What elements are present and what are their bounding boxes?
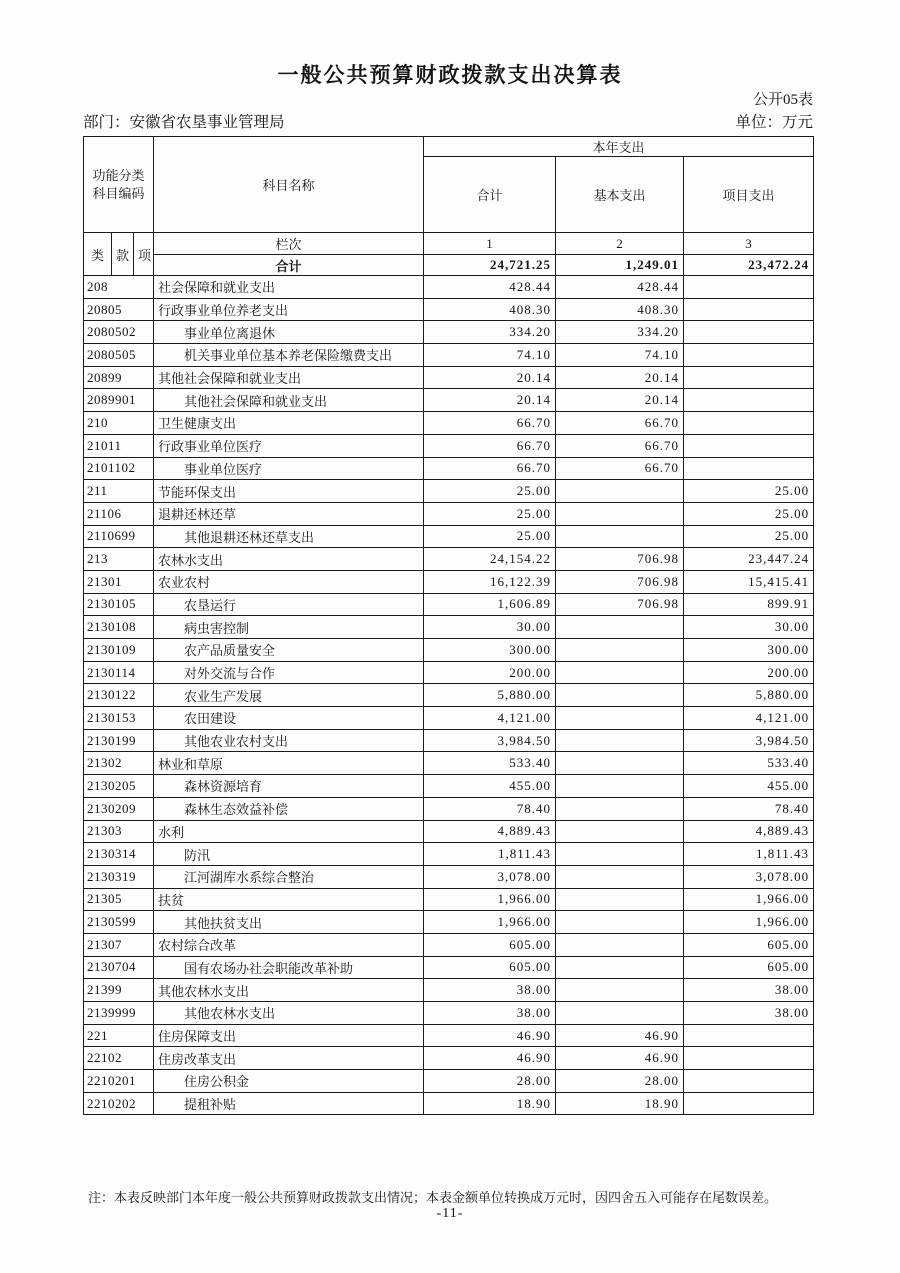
table-code-label: 公开05表 — [752, 92, 813, 108]
row-total-value: 74.10 — [424, 344, 556, 367]
row-project-value — [684, 1024, 814, 1047]
row-basic-value — [556, 1002, 684, 1025]
row-total-value: 66.70 — [424, 457, 556, 480]
row-code: 2130314 — [84, 843, 154, 866]
row-basic-value — [556, 979, 684, 1002]
row-total-value: 1,606.89 — [424, 593, 556, 616]
row-code: 211 — [84, 480, 154, 503]
row-subject-name: 提租补贴 — [154, 1092, 424, 1115]
row-project-value: 23,447.24 — [684, 548, 814, 571]
page-number: -11- — [436, 1206, 464, 1221]
row-code: 2130114 — [84, 661, 154, 684]
row-basic-value: 20.14 — [556, 389, 684, 412]
row-code: 2130205 — [84, 775, 154, 798]
table-row — [84, 956, 814, 979]
row-project-value: 3,984.50 — [684, 729, 814, 752]
row-basic-value — [556, 616, 684, 639]
row-project-value — [684, 321, 814, 344]
row-subject-name: 对外交流与合作 — [154, 661, 424, 684]
row-basic-value: 28.00 — [556, 1070, 684, 1093]
row-code: 2210201 — [84, 1070, 154, 1093]
row-total-value: 605.00 — [424, 933, 556, 956]
row-subject-name: 行政事业单位医疗 — [154, 434, 424, 457]
row-basic-value: 408.30 — [556, 298, 684, 321]
table-row — [84, 616, 814, 639]
department-label: 部门：安徽省农垦事业管理局 — [83, 114, 285, 131]
row-code: 21106 — [84, 502, 154, 525]
row-subject-name: 农林水支出 — [154, 548, 424, 571]
row-basic-value — [556, 820, 684, 843]
table-row — [84, 480, 814, 503]
row-total-value: 28.00 — [424, 1070, 556, 1093]
table-row — [84, 389, 814, 412]
header-col-number-2: 2 — [556, 233, 684, 255]
row-code: 21011 — [84, 434, 154, 457]
row-subject-name: 农业农村 — [154, 570, 424, 593]
row-basic-value: 66.70 — [556, 457, 684, 480]
header-col-number-3: 3 — [684, 233, 814, 255]
row-subject-name: 行政事业单位养老支出 — [154, 298, 424, 321]
row-basic-value — [556, 956, 684, 979]
row-code: 2130209 — [84, 797, 154, 820]
row-subject-name: 农村综合改革 — [154, 933, 424, 956]
row-total-value: 334.20 — [424, 321, 556, 344]
row-basic-value — [556, 775, 684, 798]
row-subject-name: 其他社会保障和就业支出 — [154, 389, 424, 412]
row-code: 2210202 — [84, 1092, 154, 1115]
row-project-value: 1,966.00 — [684, 888, 814, 911]
header-code-group-line1: 功能分类 — [92, 167, 145, 183]
row-basic-value: 20.14 — [556, 366, 684, 389]
table-row — [84, 321, 814, 344]
row-subject-name: 其他退耕还林还草支出 — [154, 525, 424, 548]
row-total-value: 38.00 — [424, 1002, 556, 1025]
row-project-value: 899.91 — [684, 593, 814, 616]
row-code: 20899 — [84, 366, 154, 389]
header-lanci-label: 栏次 — [154, 233, 424, 255]
row-code: 2080505 — [84, 344, 154, 367]
page-title: 一般公共预算财政拨款支出决算表 — [277, 63, 623, 87]
header-year-expense: 本年支出 — [424, 137, 814, 157]
row-total-value: 1,811.43 — [424, 843, 556, 866]
row-project-value: 5,880.00 — [684, 684, 814, 707]
table-row — [84, 366, 814, 389]
row-subject-name: 农垦运行 — [154, 593, 424, 616]
table-row — [84, 661, 814, 684]
table-row — [84, 707, 814, 730]
row-project-value: 30.00 — [684, 616, 814, 639]
row-total-value: 428.44 — [424, 276, 556, 299]
table-row — [84, 865, 814, 888]
row-project-value: 455.00 — [684, 775, 814, 798]
header-subject-name: 科目名称 — [154, 137, 424, 233]
row-basic-value — [556, 865, 684, 888]
row-project-value — [684, 434, 814, 457]
row-basic-value: 428.44 — [556, 276, 684, 299]
row-subject-name: 农产品质量安全 — [154, 639, 424, 662]
table-row — [84, 1002, 814, 1025]
row-total-value: 18.90 — [424, 1092, 556, 1115]
row-subject-name: 扶贫 — [154, 888, 424, 911]
row-project-value: 3,078.00 — [684, 865, 814, 888]
row-code: 221 — [84, 1024, 154, 1047]
row-project-value — [684, 457, 814, 480]
row-total-value: 605.00 — [424, 956, 556, 979]
row-code: 21399 — [84, 979, 154, 1002]
table-row — [84, 843, 814, 866]
row-subject-name: 农业生产发展 — [154, 684, 424, 707]
header-col-total: 合计 — [424, 157, 556, 233]
row-basic-value: 706.98 — [556, 548, 684, 571]
row-total-value: 25.00 — [424, 525, 556, 548]
table-row — [84, 434, 814, 457]
totals-row — [84, 255, 814, 276]
row-basic-value: 74.10 — [556, 344, 684, 367]
row-code: 21305 — [84, 888, 154, 911]
row-code: 213 — [84, 548, 154, 571]
row-project-value — [684, 344, 814, 367]
totals-total-value: 24,721.25 — [424, 255, 556, 276]
table-row — [84, 1070, 814, 1093]
row-project-value: 78.40 — [684, 797, 814, 820]
row-subject-name: 卫生健康支出 — [154, 412, 424, 435]
row-basic-value: 46.90 — [556, 1024, 684, 1047]
row-subject-name: 其他农业农村支出 — [154, 729, 424, 752]
table-row — [84, 820, 814, 843]
row-basic-value: 66.70 — [556, 434, 684, 457]
row-code: 2130153 — [84, 707, 154, 730]
row-total-value: 5,880.00 — [424, 684, 556, 707]
row-subject-name: 其他农林水支出 — [154, 979, 424, 1002]
row-total-value: 3,984.50 — [424, 729, 556, 752]
row-code: 2130109 — [84, 639, 154, 662]
row-subject-name: 机关事业单位基本养老保险缴费支出 — [154, 344, 424, 367]
row-total-value: 20.14 — [424, 366, 556, 389]
row-project-value — [684, 412, 814, 435]
totals-basic-value: 1,249.01 — [556, 255, 684, 276]
row-project-value: 38.00 — [684, 979, 814, 1002]
row-code: 2130122 — [84, 684, 154, 707]
row-project-value — [684, 1047, 814, 1070]
row-subject-name: 防汛 — [154, 843, 424, 866]
table-row — [84, 502, 814, 525]
row-subject-name: 住房保障支出 — [154, 1024, 424, 1047]
row-total-value: 16,122.39 — [424, 570, 556, 593]
row-code: 2130599 — [84, 911, 154, 934]
row-basic-value — [556, 684, 684, 707]
row-code: 2130108 — [84, 616, 154, 639]
row-project-value: 25.00 — [684, 480, 814, 503]
row-subject-name: 住房改革支出 — [154, 1047, 424, 1070]
totals-project-value: 23,472.24 — [684, 255, 814, 276]
row-code: 208 — [84, 276, 154, 299]
table-row — [84, 979, 814, 1002]
row-subject-name: 退耕还林还草 — [154, 502, 424, 525]
row-code: 2080502 — [84, 321, 154, 344]
row-project-value: 25.00 — [684, 502, 814, 525]
row-total-value: 25.00 — [424, 502, 556, 525]
row-code: 21307 — [84, 933, 154, 956]
row-basic-value: 18.90 — [556, 1092, 684, 1115]
row-total-value: 30.00 — [424, 616, 556, 639]
row-subject-name: 事业单位医疗 — [154, 457, 424, 480]
header-col-number-1: 1 — [424, 233, 556, 255]
row-basic-value: 706.98 — [556, 593, 684, 616]
row-subject-name: 病虫害控制 — [154, 616, 424, 639]
row-total-value: 533.40 — [424, 752, 556, 775]
row-subject-name: 社会保障和就业支出 — [154, 276, 424, 299]
row-project-value: 533.40 — [684, 752, 814, 775]
table-row — [84, 797, 814, 820]
row-total-value: 66.70 — [424, 412, 556, 435]
row-total-value: 46.90 — [424, 1024, 556, 1047]
footnote: 注：本表反映部门本年度一般公共预算财政拨款支出情况；本表金额单位转换成万元时，因四舍五入可能存在尾数误差。 — [88, 1190, 778, 1205]
row-project-value: 4,121.00 — [684, 707, 814, 730]
row-basic-value: 706.98 — [556, 570, 684, 593]
row-subject-name: 江河湖库水系综合整治 — [154, 865, 424, 888]
table-body — [84, 276, 814, 1115]
row-basic-value — [556, 480, 684, 503]
row-subject-name: 其他社会保障和就业支出 — [154, 366, 424, 389]
table-row — [84, 412, 814, 435]
row-total-value: 300.00 — [424, 639, 556, 662]
row-basic-value — [556, 525, 684, 548]
row-basic-value — [556, 661, 684, 684]
row-project-value: 605.00 — [684, 933, 814, 956]
row-basic-value — [556, 502, 684, 525]
row-code: 2130199 — [84, 729, 154, 752]
row-total-value: 20.14 — [424, 389, 556, 412]
row-basic-value — [556, 911, 684, 934]
table-row — [84, 639, 814, 662]
row-subject-name: 其他农林水支出 — [154, 1002, 424, 1025]
row-code: 2101102 — [84, 457, 154, 480]
table-row — [84, 276, 814, 299]
row-basic-value — [556, 707, 684, 730]
totals-label: 合计 — [154, 255, 424, 276]
row-code: 2130319 — [84, 865, 154, 888]
row-project-value — [684, 1092, 814, 1115]
row-basic-value — [556, 729, 684, 752]
row-total-value: 25.00 — [424, 480, 556, 503]
row-code: 21301 — [84, 570, 154, 593]
table-row — [84, 548, 814, 571]
row-project-value: 1,966.00 — [684, 911, 814, 934]
row-project-value — [684, 1070, 814, 1093]
header-row-lanci — [84, 233, 814, 255]
row-code: 21303 — [84, 820, 154, 843]
row-basic-value: 46.90 — [556, 1047, 684, 1070]
table-row — [84, 570, 814, 593]
header-code-group-line2: 科目编码 — [92, 185, 145, 201]
header-sub-lei: 类 — [84, 233, 112, 276]
table-row — [84, 593, 814, 616]
meta-row — [83, 110, 813, 132]
row-project-value: 38.00 — [684, 1002, 814, 1025]
expenditure-table — [83, 136, 814, 1115]
table-row — [84, 457, 814, 480]
row-project-value — [684, 276, 814, 299]
row-total-value: 4,889.43 — [424, 820, 556, 843]
row-total-value: 38.00 — [424, 979, 556, 1002]
header-col-project: 项目支出 — [684, 157, 814, 233]
table-row — [84, 911, 814, 934]
table-row — [84, 525, 814, 548]
row-subject-name: 住房公积金 — [154, 1070, 424, 1093]
row-project-value: 4,889.43 — [684, 820, 814, 843]
row-project-value — [684, 366, 814, 389]
row-subject-name: 森林资源培育 — [154, 775, 424, 798]
row-code: 2130704 — [84, 956, 154, 979]
row-total-value: 408.30 — [424, 298, 556, 321]
header-row-top — [84, 137, 814, 157]
header-col-basic: 基本支出 — [556, 157, 684, 233]
row-project-value: 200.00 — [684, 661, 814, 684]
row-project-value: 25.00 — [684, 525, 814, 548]
row-total-value: 78.40 — [424, 797, 556, 820]
row-project-value — [684, 389, 814, 412]
row-total-value: 1,966.00 — [424, 888, 556, 911]
row-total-value: 3,078.00 — [424, 865, 556, 888]
header-sub-xiang: 项 — [134, 233, 154, 276]
row-basic-value — [556, 888, 684, 911]
table-row — [84, 752, 814, 775]
row-subject-name: 事业单位离退休 — [154, 321, 424, 344]
row-subject-name: 国有农场办社会职能改革补助 — [154, 956, 424, 979]
row-basic-value — [556, 843, 684, 866]
row-subject-name: 水利 — [154, 820, 424, 843]
row-basic-value: 334.20 — [556, 321, 684, 344]
row-code: 2130105 — [84, 593, 154, 616]
header-code-group — [84, 137, 154, 233]
row-total-value: 46.90 — [424, 1047, 556, 1070]
unit-label: 单位：万元 — [735, 114, 813, 131]
row-subject-name: 其他扶贫支出 — [154, 911, 424, 934]
row-basic-value — [556, 797, 684, 820]
row-code: 20805 — [84, 298, 154, 321]
row-code: 2089901 — [84, 389, 154, 412]
table-row — [84, 1047, 814, 1070]
row-total-value: 200.00 — [424, 661, 556, 684]
header-sub-kuan: 款 — [112, 233, 134, 276]
row-total-value: 24,154.22 — [424, 548, 556, 571]
table-row — [84, 344, 814, 367]
row-code: 210 — [84, 412, 154, 435]
row-code: 2110699 — [84, 525, 154, 548]
row-basic-value — [556, 933, 684, 956]
row-basic-value — [556, 639, 684, 662]
row-basic-value: 66.70 — [556, 412, 684, 435]
table-row — [84, 775, 814, 798]
table-row — [84, 1024, 814, 1047]
row-project-value — [684, 298, 814, 321]
table-row — [84, 684, 814, 707]
table-row — [84, 933, 814, 956]
row-total-value: 4,121.00 — [424, 707, 556, 730]
row-subject-name: 节能环保支出 — [154, 480, 424, 503]
table-row — [84, 1092, 814, 1115]
row-subject-name: 农田建设 — [154, 707, 424, 730]
row-project-value: 1,811.43 — [684, 843, 814, 866]
row-subject-name: 森林生态效益补偿 — [154, 797, 424, 820]
table-row — [84, 729, 814, 752]
row-project-value: 15,415.41 — [684, 570, 814, 593]
row-basic-value — [556, 752, 684, 775]
row-code: 2139999 — [84, 1002, 154, 1025]
table-row — [84, 888, 814, 911]
row-code: 21302 — [84, 752, 154, 775]
row-subject-name: 林业和草原 — [154, 752, 424, 775]
row-total-value: 66.70 — [424, 434, 556, 457]
row-project-value: 300.00 — [684, 639, 814, 662]
row-project-value: 605.00 — [684, 956, 814, 979]
row-total-value: 1,966.00 — [424, 911, 556, 934]
row-total-value: 455.00 — [424, 775, 556, 798]
row-code: 22102 — [84, 1047, 154, 1070]
table-row — [84, 298, 814, 321]
